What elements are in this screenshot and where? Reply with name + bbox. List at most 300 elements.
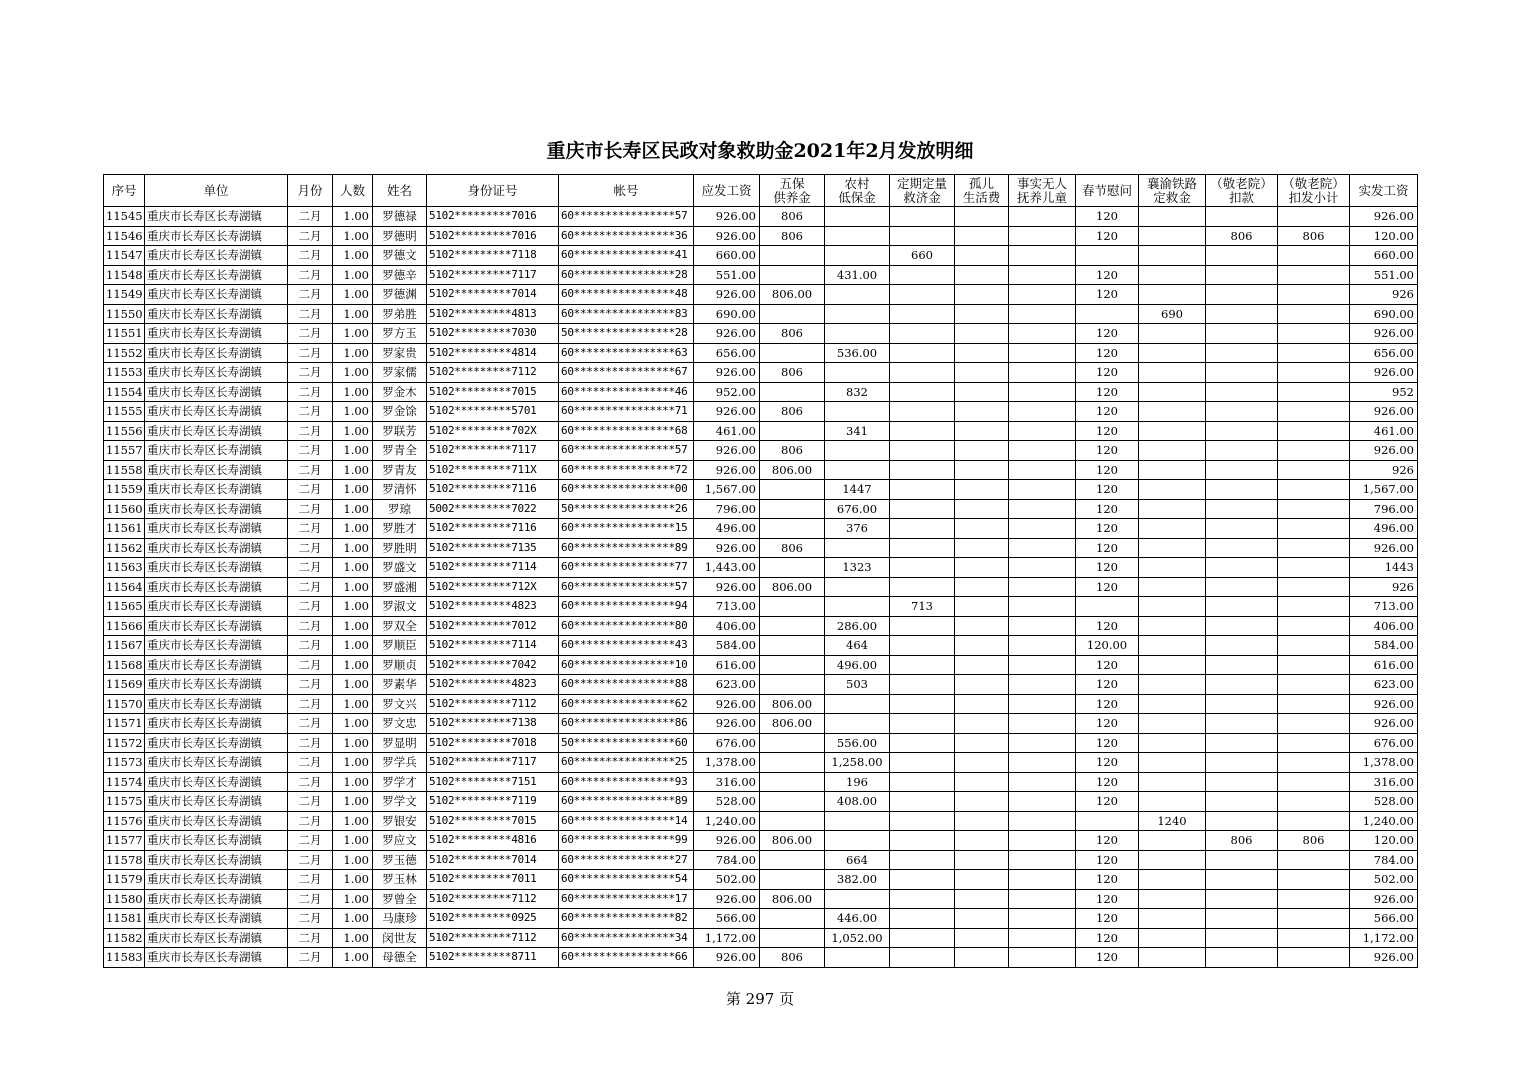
cell-deduction-subtotal — [1278, 694, 1350, 714]
cell-spring-festival: 120 — [1076, 421, 1139, 441]
cell-spring-festival: 120 — [1076, 324, 1139, 344]
table-row — [104, 460, 1418, 480]
cell-deduction-subtotal — [1278, 246, 1350, 266]
cell-name: 罗文兴 — [373, 694, 427, 714]
cell-unit: 重庆市长寿区长寿湖镇 — [145, 889, 288, 909]
cell-net: 926.00 — [1350, 441, 1418, 461]
cell-deduction-subtotal — [1278, 597, 1350, 617]
cell-id: 5102*********7112 — [427, 928, 559, 948]
cell-deduction-subtotal — [1278, 909, 1350, 929]
cell-railway — [1139, 616, 1206, 636]
cell-count: 1.00 — [333, 226, 373, 246]
cell-name: 罗德禄 — [373, 207, 427, 227]
cell-deduction-subtotal — [1278, 499, 1350, 519]
cell-relief — [890, 382, 955, 402]
cell-seq: 11582 — [104, 928, 145, 948]
cell-id: 5102*********702X — [427, 421, 559, 441]
cell-deduction-subtotal — [1278, 460, 1350, 480]
cell-id: 5102*********7118 — [427, 246, 559, 266]
cell-account: 60****************27 — [559, 850, 694, 870]
cell-account: 60****************68 — [559, 421, 694, 441]
cell-spring-festival: 120 — [1076, 772, 1139, 792]
cell-unit: 重庆市长寿区长寿湖镇 — [145, 382, 288, 402]
cell-railway — [1139, 246, 1206, 266]
cell-name: 罗家贵 — [373, 343, 427, 363]
cell-id: 5102*********4813 — [427, 304, 559, 324]
cell-unattended-child — [1009, 928, 1076, 948]
cell-orphan — [955, 792, 1009, 812]
cell-net: 1,172.00 — [1350, 928, 1418, 948]
cell-unit: 重庆市长寿区长寿湖镇 — [145, 772, 288, 792]
col-header-deduction-subtotal: （敬老院） 扣发小计 — [1278, 175, 1350, 207]
cell-seq: 11550 — [104, 304, 145, 324]
cell-count: 1.00 — [333, 733, 373, 753]
table-row — [104, 558, 1418, 578]
cell-deduction — [1206, 304, 1278, 324]
cell-deduction — [1206, 655, 1278, 675]
cell-relief — [890, 909, 955, 929]
cell-seq: 11571 — [104, 714, 145, 734]
cell-relief — [890, 889, 955, 909]
cell-railway — [1139, 694, 1206, 714]
cell-unit: 重庆市长寿区长寿湖镇 — [145, 226, 288, 246]
cell-orphan — [955, 363, 1009, 383]
cell-unit: 重庆市长寿区长寿湖镇 — [145, 304, 288, 324]
cell-orphan — [955, 675, 1009, 695]
cell-count: 1.00 — [333, 694, 373, 714]
cell-count: 1.00 — [333, 850, 373, 870]
cell-count: 1.00 — [333, 616, 373, 636]
cell-wubao: 806 — [760, 441, 825, 461]
cell-count: 1.00 — [333, 831, 373, 851]
cell-seq: 11567 — [104, 636, 145, 656]
cell-dibao — [825, 538, 890, 558]
cell-net: 926.00 — [1350, 714, 1418, 734]
cell-unattended-child — [1009, 948, 1076, 968]
cell-wubao — [760, 265, 825, 285]
cell-deduction — [1206, 499, 1278, 519]
cell-account: 60****************83 — [559, 304, 694, 324]
cell-relief: 713 — [890, 597, 955, 617]
col-header-orphan: 孤儿 生活费 — [955, 175, 1009, 207]
cell-wubao — [760, 733, 825, 753]
page-title: 重庆市长寿区民政对象救助金2021年2月发放明细 — [546, 140, 974, 162]
cell-month: 二月 — [288, 831, 333, 851]
cell-id: 5102*********7012 — [427, 616, 559, 636]
cell-spring-festival: 120 — [1076, 655, 1139, 675]
cell-unit: 重庆市长寿区长寿湖镇 — [145, 694, 288, 714]
cell-account: 60****************46 — [559, 382, 694, 402]
cell-month: 二月 — [288, 226, 333, 246]
table-row — [104, 870, 1418, 890]
cell-account: 60****************89 — [559, 538, 694, 558]
cell-deduction — [1206, 519, 1278, 539]
cell-relief — [890, 441, 955, 461]
cell-unattended-child — [1009, 772, 1076, 792]
cell-relief — [890, 636, 955, 656]
col-header-spring-festival: 春节慰问 — [1076, 175, 1139, 207]
cell-railway — [1139, 363, 1206, 383]
cell-deduction — [1206, 421, 1278, 441]
cell-seq: 11583 — [104, 948, 145, 968]
table-row — [104, 850, 1418, 870]
cell-month: 二月 — [288, 909, 333, 929]
cell-deduction-subtotal — [1278, 850, 1350, 870]
cell-railway — [1139, 324, 1206, 344]
cell-name: 罗应文 — [373, 831, 427, 851]
cell-month: 二月 — [288, 850, 333, 870]
cell-relief — [890, 948, 955, 968]
cell-relief — [890, 265, 955, 285]
cell-seq: 11553 — [104, 363, 145, 383]
cell-name: 罗家儒 — [373, 363, 427, 383]
cell-unit: 重庆市长寿区长寿湖镇 — [145, 207, 288, 227]
cell-railway — [1139, 948, 1206, 968]
cell-id: 5102*********0925 — [427, 909, 559, 929]
col-header-wubao: 五保 供养金 — [760, 175, 825, 207]
cell-count: 1.00 — [333, 519, 373, 539]
cell-spring-festival: 120 — [1076, 265, 1139, 285]
cell-count: 1.00 — [333, 460, 373, 480]
cell-dibao: 431.00 — [825, 265, 890, 285]
cell-name: 罗德文 — [373, 246, 427, 266]
table-row — [104, 948, 1418, 968]
cell-relief — [890, 772, 955, 792]
col-header-gross: 应发工资 — [694, 175, 760, 207]
cell-railway — [1139, 265, 1206, 285]
cell-orphan — [955, 246, 1009, 266]
cell-deduction-subtotal — [1278, 616, 1350, 636]
cell-unattended-child — [1009, 811, 1076, 831]
cell-deduction — [1206, 558, 1278, 578]
cell-unattended-child — [1009, 324, 1076, 344]
cell-wubao: 806.00 — [760, 831, 825, 851]
cell-name: 罗盛湘 — [373, 577, 427, 597]
cell-count: 1.00 — [333, 597, 373, 617]
col-header-unit: 单位 — [145, 175, 288, 207]
cell-net: 926 — [1350, 460, 1418, 480]
cell-deduction-subtotal — [1278, 285, 1350, 305]
cell-deduction-subtotal — [1278, 441, 1350, 461]
cell-deduction — [1206, 636, 1278, 656]
cell-seq: 11565 — [104, 597, 145, 617]
cell-wubao: 806.00 — [760, 285, 825, 305]
cell-railway — [1139, 636, 1206, 656]
cell-relief — [890, 363, 955, 383]
cell-unattended-child — [1009, 265, 1076, 285]
col-header-id: 身份证号 — [427, 175, 559, 207]
cell-account: 60****************82 — [559, 909, 694, 929]
cell-account: 60****************15 — [559, 519, 694, 539]
col-header-unattended-child: 事实无人 抚养儿童 — [1009, 175, 1076, 207]
cell-count: 1.00 — [333, 480, 373, 500]
cell-spring-festival: 120 — [1076, 441, 1139, 461]
cell-net: 690.00 — [1350, 304, 1418, 324]
cell-dibao — [825, 246, 890, 266]
cell-orphan — [955, 889, 1009, 909]
cell-orphan — [955, 597, 1009, 617]
cell-railway — [1139, 909, 1206, 929]
cell-unattended-child — [1009, 675, 1076, 695]
cell-wubao: 806 — [760, 324, 825, 344]
cell-deduction-subtotal — [1278, 382, 1350, 402]
cell-month: 二月 — [288, 811, 333, 831]
cell-unattended-child — [1009, 499, 1076, 519]
cell-deduction — [1206, 889, 1278, 909]
cell-id: 5102*********7119 — [427, 792, 559, 812]
cell-wubao — [760, 870, 825, 890]
cell-seq: 11551 — [104, 324, 145, 344]
cell-gross: 676.00 — [694, 733, 760, 753]
cell-railway — [1139, 655, 1206, 675]
cell-gross: 926.00 — [694, 207, 760, 227]
cell-orphan — [955, 519, 1009, 539]
cell-deduction — [1206, 460, 1278, 480]
cell-relief — [890, 714, 955, 734]
cell-wubao: 806 — [760, 363, 825, 383]
cell-id: 5102*********7114 — [427, 558, 559, 578]
cell-deduction-subtotal — [1278, 733, 1350, 753]
cell-spring-festival: 120 — [1076, 675, 1139, 695]
cell-account: 60****************93 — [559, 772, 694, 792]
cell-dibao — [825, 948, 890, 968]
cell-dibao — [825, 831, 890, 851]
cell-relief — [890, 285, 955, 305]
cell-wubao — [760, 246, 825, 266]
cell-spring-festival: 120 — [1076, 382, 1139, 402]
cell-deduction-subtotal — [1278, 655, 1350, 675]
cell-seq: 11560 — [104, 499, 145, 519]
cell-net: 551.00 — [1350, 265, 1418, 285]
cell-name: 罗玉林 — [373, 870, 427, 890]
cell-dibao: 536.00 — [825, 343, 890, 363]
cell-count: 1.00 — [333, 207, 373, 227]
cell-account: 60****************25 — [559, 753, 694, 773]
cell-orphan — [955, 948, 1009, 968]
cell-unattended-child — [1009, 655, 1076, 675]
cell-net: 926.00 — [1350, 207, 1418, 227]
cell-name: 罗德渊 — [373, 285, 427, 305]
cell-id: 5102*********5701 — [427, 402, 559, 422]
cell-id: 5102*********7117 — [427, 265, 559, 285]
table-row — [104, 714, 1418, 734]
cell-relief — [890, 207, 955, 227]
cell-deduction-subtotal — [1278, 402, 1350, 422]
cell-unattended-child — [1009, 246, 1076, 266]
cell-gross: 660.00 — [694, 246, 760, 266]
cell-relief — [890, 753, 955, 773]
cell-count: 1.00 — [333, 265, 373, 285]
cell-count: 1.00 — [333, 772, 373, 792]
cell-relief — [890, 343, 955, 363]
cell-net: 660.00 — [1350, 246, 1418, 266]
cell-orphan — [955, 928, 1009, 948]
cell-month: 二月 — [288, 499, 333, 519]
cell-count: 1.00 — [333, 948, 373, 968]
cell-relief — [890, 480, 955, 500]
cell-month: 二月 — [288, 597, 333, 617]
cell-month: 二月 — [288, 421, 333, 441]
cell-id: 5102*********7011 — [427, 870, 559, 890]
cell-orphan — [955, 909, 1009, 929]
cell-deduction — [1206, 714, 1278, 734]
cell-count: 1.00 — [333, 558, 373, 578]
cell-net: 623.00 — [1350, 675, 1418, 695]
table-row — [104, 928, 1418, 948]
cell-count: 1.00 — [333, 928, 373, 948]
cell-account: 60****************67 — [559, 363, 694, 383]
cell-railway — [1139, 285, 1206, 305]
cell-unit: 重庆市长寿区长寿湖镇 — [145, 831, 288, 851]
table-row — [104, 363, 1418, 383]
cell-dibao: 496.00 — [825, 655, 890, 675]
cell-spring-festival: 120 — [1076, 343, 1139, 363]
cell-wubao — [760, 928, 825, 948]
cell-unattended-child — [1009, 285, 1076, 305]
cell-railway: 1240 — [1139, 811, 1206, 831]
cell-net: 461.00 — [1350, 421, 1418, 441]
cell-gross: 784.00 — [694, 850, 760, 870]
cell-unit: 重庆市长寿区长寿湖镇 — [145, 538, 288, 558]
cell-unit: 重庆市长寿区长寿湖镇 — [145, 499, 288, 519]
cell-month: 二月 — [288, 928, 333, 948]
cell-railway — [1139, 343, 1206, 363]
cell-gross: 926.00 — [694, 831, 760, 851]
cell-spring-festival: 120 — [1076, 577, 1139, 597]
cell-spring-festival: 120 — [1076, 928, 1139, 948]
cell-orphan — [955, 382, 1009, 402]
cell-gross: 926.00 — [694, 694, 760, 714]
cell-orphan — [955, 636, 1009, 656]
cell-railway — [1139, 733, 1206, 753]
cell-railway — [1139, 831, 1206, 851]
cell-orphan — [955, 480, 1009, 500]
cell-name: 罗双全 — [373, 616, 427, 636]
cell-seq: 11578 — [104, 850, 145, 870]
cell-seq: 11556 — [104, 421, 145, 441]
cell-unit: 重庆市长寿区长寿湖镇 — [145, 324, 288, 344]
cell-deduction: 806 — [1206, 226, 1278, 246]
table-row — [104, 636, 1418, 656]
cell-seq: 11564 — [104, 577, 145, 597]
cell-unattended-child — [1009, 558, 1076, 578]
cell-wubao — [760, 772, 825, 792]
cell-name: 罗联芳 — [373, 421, 427, 441]
cell-month: 二月 — [288, 733, 333, 753]
cell-unit: 重庆市长寿区长寿湖镇 — [145, 616, 288, 636]
cell-account: 60****************88 — [559, 675, 694, 695]
cell-gross: 1,240.00 — [694, 811, 760, 831]
cell-orphan — [955, 850, 1009, 870]
cell-count: 1.00 — [333, 753, 373, 773]
cell-deduction — [1206, 382, 1278, 402]
cell-name: 罗琼 — [373, 499, 427, 519]
cell-orphan — [955, 577, 1009, 597]
cell-count: 1.00 — [333, 402, 373, 422]
table-row — [104, 675, 1418, 695]
cell-seq: 11558 — [104, 460, 145, 480]
cell-orphan — [955, 655, 1009, 675]
cell-unit: 重庆市长寿区长寿湖镇 — [145, 675, 288, 695]
cell-deduction: 806 — [1206, 831, 1278, 851]
cell-deduction-subtotal — [1278, 948, 1350, 968]
cell-gross: 926.00 — [694, 226, 760, 246]
cell-count: 1.00 — [333, 363, 373, 383]
cell-dibao: 503 — [825, 675, 890, 695]
cell-id: 5102*********7015 — [427, 811, 559, 831]
cell-deduction — [1206, 363, 1278, 383]
cell-dibao: 1,052.00 — [825, 928, 890, 948]
cell-count: 1.00 — [333, 889, 373, 909]
cell-account: 60****************14 — [559, 811, 694, 831]
cell-name: 罗银安 — [373, 811, 427, 831]
cell-seq: 11576 — [104, 811, 145, 831]
cell-deduction-subtotal — [1278, 870, 1350, 890]
table-row — [104, 285, 1418, 305]
cell-dibao: 464 — [825, 636, 890, 656]
cell-count: 1.00 — [333, 304, 373, 324]
cell-seq: 11555 — [104, 402, 145, 422]
table-row — [104, 207, 1418, 227]
cell-relief — [890, 421, 955, 441]
cell-gross: 528.00 — [694, 792, 760, 812]
cell-orphan — [955, 460, 1009, 480]
cell-id: 5102*********7117 — [427, 441, 559, 461]
cell-gross: 502.00 — [694, 870, 760, 890]
cell-dibao: 376 — [825, 519, 890, 539]
cell-railway — [1139, 499, 1206, 519]
relief-payment-table — [103, 174, 1418, 968]
cell-spring-festival: 120 — [1076, 499, 1139, 519]
cell-gross: 796.00 — [694, 499, 760, 519]
cell-unattended-child — [1009, 753, 1076, 773]
cell-net: 926 — [1350, 285, 1418, 305]
cell-net: 1,378.00 — [1350, 753, 1418, 773]
cell-unit: 重庆市长寿区长寿湖镇 — [145, 714, 288, 734]
cell-unit: 重庆市长寿区长寿湖镇 — [145, 948, 288, 968]
cell-railway — [1139, 226, 1206, 246]
cell-spring-festival: 120 — [1076, 285, 1139, 305]
cell-id: 5102*********7030 — [427, 324, 559, 344]
cell-net: 784.00 — [1350, 850, 1418, 870]
cell-orphan — [955, 811, 1009, 831]
table-row — [104, 480, 1418, 500]
cell-orphan — [955, 538, 1009, 558]
cell-net: 926.00 — [1350, 363, 1418, 383]
cell-wubao — [760, 636, 825, 656]
cell-account: 60****************80 — [559, 616, 694, 636]
cell-unattended-child — [1009, 304, 1076, 324]
cell-dibao — [825, 694, 890, 714]
table-row — [104, 811, 1418, 831]
cell-net: 316.00 — [1350, 772, 1418, 792]
cell-count: 1.00 — [333, 811, 373, 831]
cell-account: 60****************43 — [559, 636, 694, 656]
cell-railway — [1139, 538, 1206, 558]
cell-orphan — [955, 285, 1009, 305]
cell-gross: 926.00 — [694, 948, 760, 968]
cell-unattended-child — [1009, 480, 1076, 500]
cell-account: 60****************17 — [559, 889, 694, 909]
cell-orphan — [955, 753, 1009, 773]
table-row — [104, 889, 1418, 909]
cell-net: 406.00 — [1350, 616, 1418, 636]
cell-unattended-child — [1009, 831, 1076, 851]
cell-gross: 926.00 — [694, 363, 760, 383]
cell-unit: 重庆市长寿区长寿湖镇 — [145, 928, 288, 948]
cell-seq: 11547 — [104, 246, 145, 266]
cell-id: 5102*********7135 — [427, 538, 559, 558]
